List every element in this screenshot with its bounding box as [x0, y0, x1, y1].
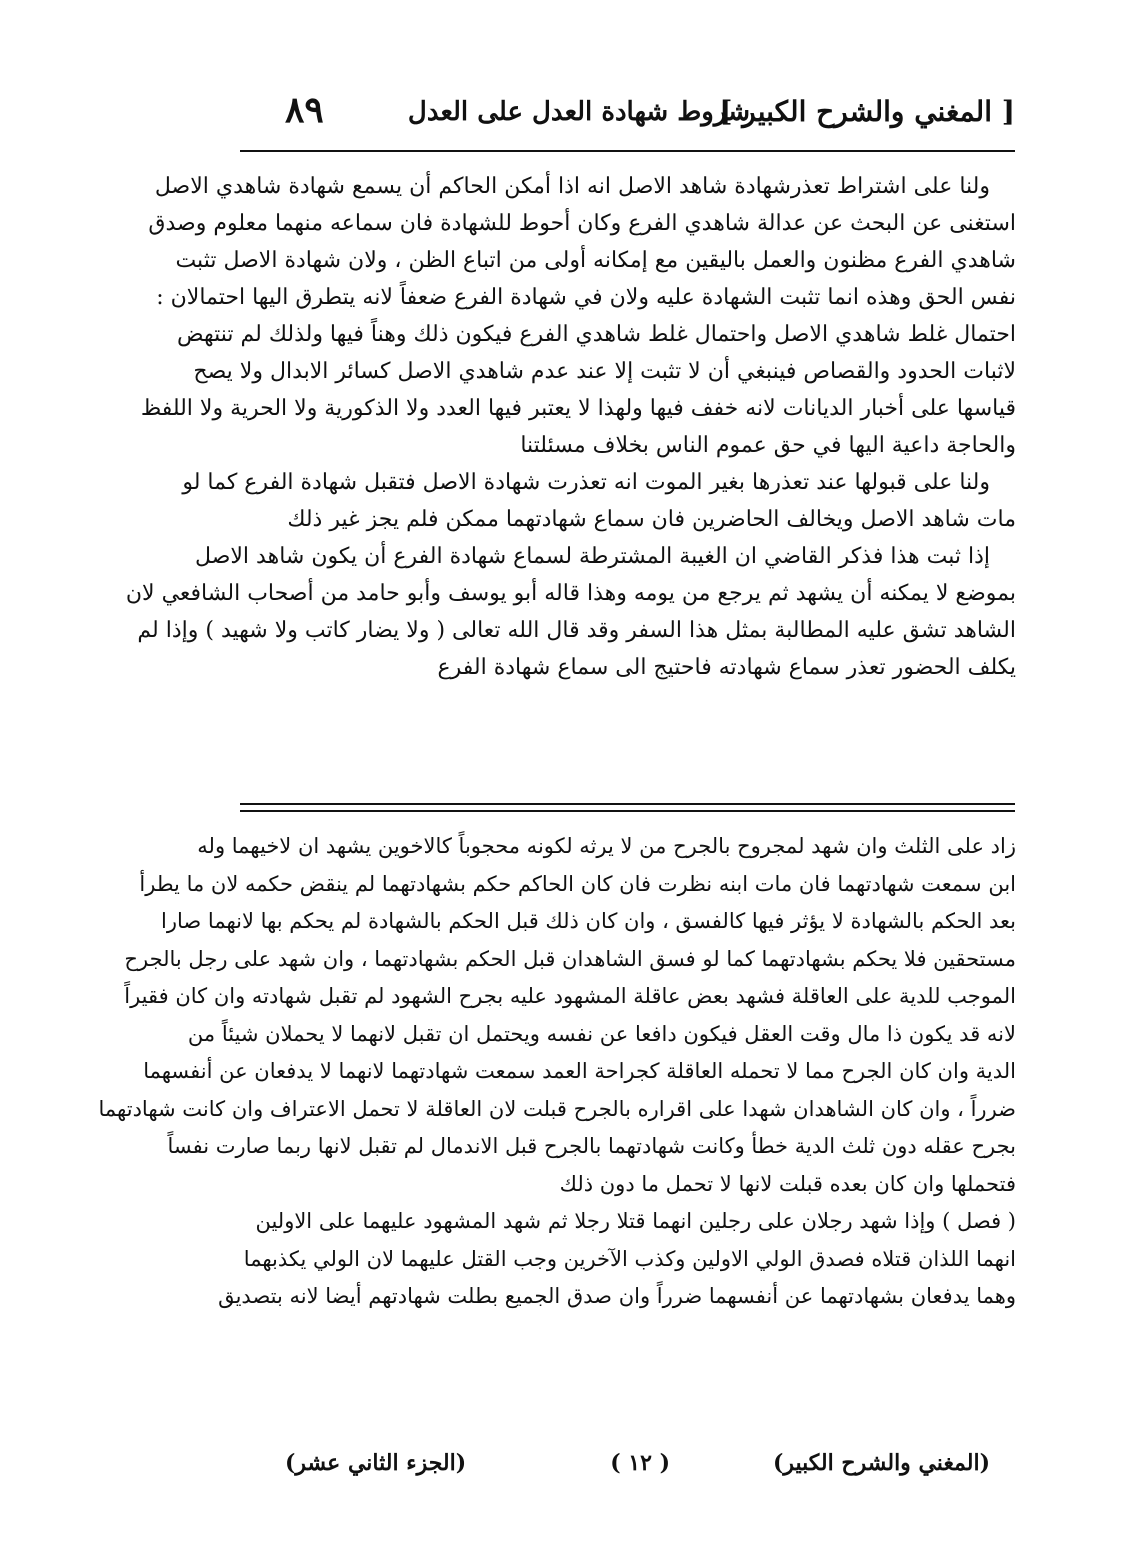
text-line: ولنا على قبولها عند تعذرها بغير الموت انه تعذرت شهادة الاصل فتقبل شهادة الفرع كما لو — [182, 470, 990, 495]
text-line: استغنى عن البحث عن عدالة شاهدي الفرع وكان أحوط للشهادة فان سماعه منهما معلوم وصدق — [148, 211, 1016, 236]
text-line: بعد الحكم بالشهادة لا يؤثر فيها كالفسق ، وان كان ذلك قبل الحكم بالشهادة لم يحكم بها لانهما صارا — [161, 909, 1016, 933]
text-line: انهما اللذان قتلاه فصدق الولي الاولين وكذب الآخرين وجب القتل عليهما لان الولي يكذبهما — [243, 1246, 1016, 1271]
text-line: فتحملها وان كان بعده قبلت لانها لا تحمل ما دون ذلك — [559, 1171, 1016, 1196]
main-paragraph — [125, 538, 1016, 686]
header-book-title: [ المغني والشرح الكبير ] — [719, 95, 1015, 128]
text-line: الموجب للدية على العاقلة فشهد بعض عاقلة المشهود عليه بجرح الشهود لم تقبل شهادته وان كان فقيراً — [124, 984, 1016, 1008]
main-text — [125, 168, 1016, 686]
section-separator — [240, 803, 1015, 812]
text-line: ضرراً ، وان كان الشاهدان شهدا على اقراره بالجرح قبلت لان العاقلة لا تحمل الاعتراف وان كانت شهادتهما — [98, 1096, 1016, 1121]
text-line: لاثبات الحدود والقصاص فينبغي أن لا تثبت إلا عند عدم شاهدي الاصل كسائر الابدال ولا يصح — [193, 359, 1016, 384]
page-footer — [240, 1450, 1015, 1490]
text-line: بجرح عقله دون ثلث الدية خطأ وكانت شهادتهما بالجرح قبل الاندمال لم تقبل لانها ربما صارت نفساً — [167, 1134, 1016, 1158]
text-line: قياسها على أخبار الديانات لانه خفف فيها ولهذا لا يعتبر فيها العدد ولا الذكورية ولا الحرية ولا اللفظ — [140, 396, 1016, 421]
text-line: ( فصل ) وإذا شهد رجلان على رجلين انهما قتلا رجلا ثم شهد المشهود عليهما على الاولين — [255, 1209, 1016, 1233]
main-paragraph — [140, 168, 1016, 464]
header-chapter-title: شروط شهادة العدل على العدل — [407, 97, 750, 127]
text-line: نفس الحق وهذه انما تثبت الشهادة عليه ولان في شهادة الفرع ضعفاً لانه يتطرق اليها احتمالان : — [156, 285, 1016, 310]
text-line: وهما يدفعان بشهادتهما عن أنفسهما ضرراً وان صدق الجميع بطلت شهادتهم أيضا لانه بتصديق — [218, 1284, 1016, 1308]
footer-book-title: (المغني والشرح الكبير) — [772, 1450, 990, 1476]
text-line: زاد على الثلث وان شهد لمجروح بالجرح من لا يرثه لكونه محجوباً كالاخوين يشهد ان لاخيهما وله — [197, 834, 1016, 858]
text-line: مات شاهد الاصل ويخالف الحاضرين فان سماع شهادتهما ممكن فلم يجز غير ذلك — [287, 507, 1016, 532]
text-line: لانه قد يكون ذا مال وقت العقل فيكون دافعا عن نفسه ويحتمل ان تقبل لانهما لا يحملان شيئاً من — [187, 1021, 1016, 1046]
text-line: الشاهد تشق عليه المطالبة بمثل هذا السفر وقد قال الله تعالى ( ولا يضار كاتب ولا شهيد ) وإذا لم — [137, 618, 1016, 643]
text-line: الدية وان كان الجرح مما لا تحمله العاقلة كجراحة العمد سمعت شهادتهما لانهما لا يدفعان عن أنفسهما — [143, 1059, 1016, 1083]
footer-signature: ( ١٢ ) — [610, 1450, 670, 1476]
text-line: بموضع لا يمكنه أن يشهد ثم يرجع من يومه وهذا قاله أبو يوسف وأبو حامد من أصحاب الشافعي لان — [125, 581, 1016, 606]
text-line: إذا ثبت هذا فذكر القاضي ان الغيبة المشترطة لسماع شهادة الفرع أن يكون شاهد الاصل — [195, 544, 990, 569]
text-line: يكلف الحضور تعذر سماع شهادته فاحتيج الى سماع شهادة الفرع — [437, 655, 1016, 680]
text-line: ولنا على اشتراط تعذرشهادة شاهد الاصل انه اذا أمكن الحاكم أن يسمع شهادة شاهدي الاصل — [154, 174, 990, 199]
text-line: احتمال غلط شاهدي الاصل واحتمال غلط شاهدي الفرع فيكون ذلك وهناً فيها ولذلك لم تنتهض — [177, 322, 1016, 347]
text-line: مستحقين فلا يحكم بشهادتهما كما لو فسق الشاهدان قبل الحكم بشهادتهما ، وان شهد على رجل بالجرح — [124, 946, 1016, 971]
commentary-text — [98, 828, 1016, 1316]
main-paragraph — [182, 464, 1016, 538]
header-rule — [240, 150, 1015, 152]
text-line: ابن سمعت شهادتهما فان مات ابنه نظرت فان كان الحاكم حكم بشهادتهما لم ينقض حكمه لان ما يطرأ — [139, 871, 1016, 896]
text-line: شاهدي الفرع مظنون والعمل باليقين مع إمكانه أولى من اتباع الظن ، ولان شهادة الاصل تثبت — [175, 248, 1016, 273]
footer-volume-part: (الجزء الثاني عشر) — [285, 1450, 467, 1476]
running-header — [240, 89, 1015, 145]
page-number: ٨٩ — [285, 89, 324, 131]
text-line: والحاجة داعية اليها في حق عموم الناس بخلاف مسئلتنا — [520, 433, 1016, 458]
